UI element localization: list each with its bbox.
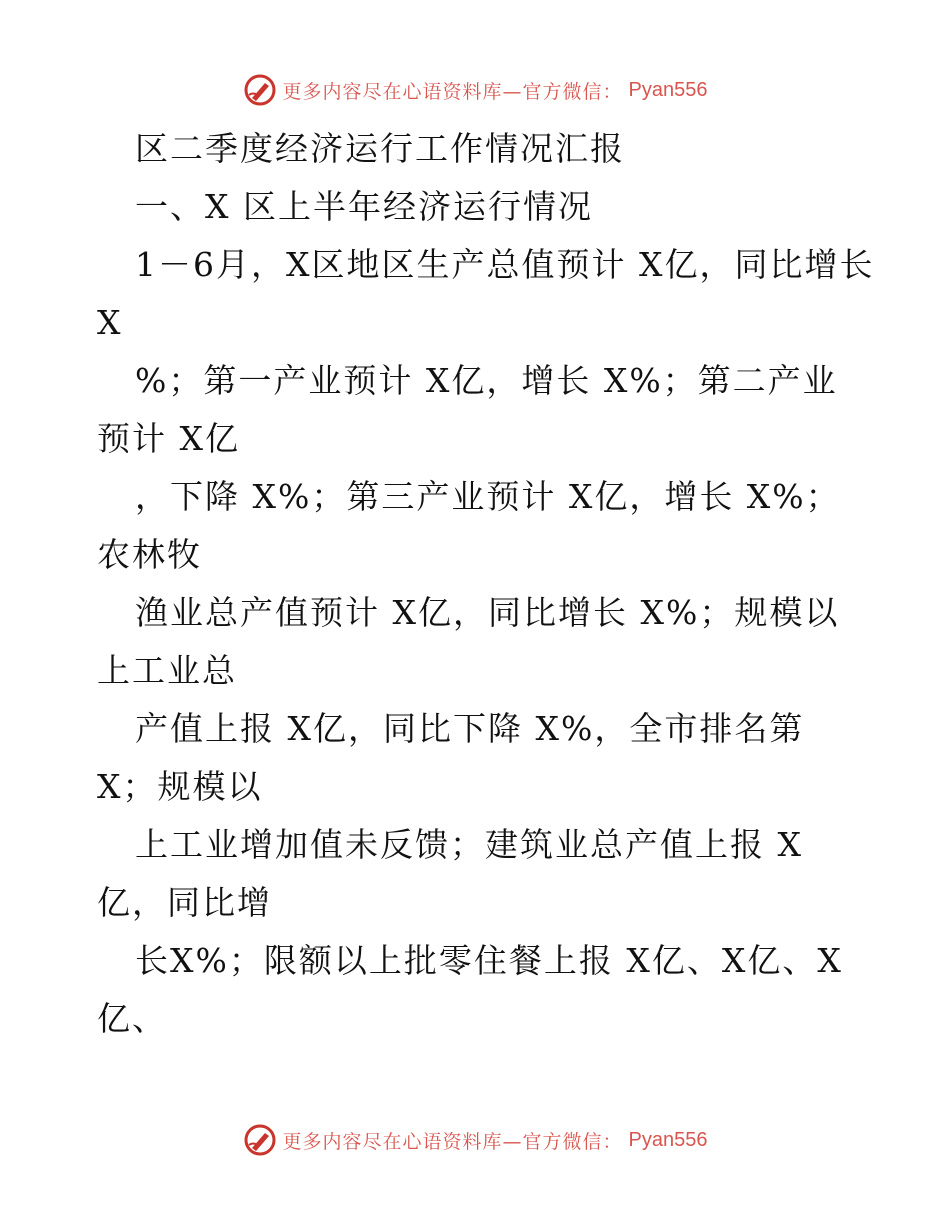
footer-watermark	[0, 1120, 950, 1160]
pen-logo-icon	[243, 73, 277, 107]
paragraph-line: 产值上报 X亿，同比下降 X%，全市排名第	[135, 709, 805, 748]
paragraph-line: X；规模以	[97, 767, 263, 806]
pen-logo-icon	[243, 1123, 277, 1157]
watermark-text: 更多内容尽在心语资料库—官方微信：	[282, 1130, 623, 1153]
document-title: 区二季度经济运行工作情况汇报	[135, 129, 625, 168]
paragraph-line: %；第一产业预计 X亿，增长 X%；第二产业	[135, 361, 838, 400]
watermark-wechat-id: Pyan556	[628, 78, 708, 101]
paragraph-line: 预计 X亿	[97, 419, 240, 458]
paragraph-line: X	[97, 303, 123, 342]
section-heading: 一、X 区上半年经济运行情况	[135, 187, 593, 226]
watermark-wechat-id: Pyan556	[628, 1128, 708, 1151]
paragraph-line: 渔业总产值预计 X亿，同比增长 X%；规模以	[135, 593, 840, 632]
document-body	[97, 120, 877, 1048]
header-watermark	[0, 70, 950, 110]
paragraph-line: 1－6月，X区地区生产总值预计 X亿，同比增长	[135, 245, 875, 284]
paragraph-line: 亿、	[97, 999, 167, 1038]
paragraph-line: 长X%；限额以上批零住餐上报 X亿、X亿、X	[135, 941, 843, 980]
paragraph-line: 上工业总	[97, 651, 237, 690]
paragraph-line: 上工业增加值未反馈；建筑业总产值上报 X	[135, 825, 803, 864]
paragraph-line: ，下降 X%；第三产业预计 X亿，增长 X%；	[135, 477, 841, 516]
paragraph-line: 农林牧	[97, 535, 202, 574]
paragraph-line: 亿，同比增	[97, 883, 272, 922]
watermark-text: 更多内容尽在心语资料库—官方微信：	[282, 80, 623, 103]
